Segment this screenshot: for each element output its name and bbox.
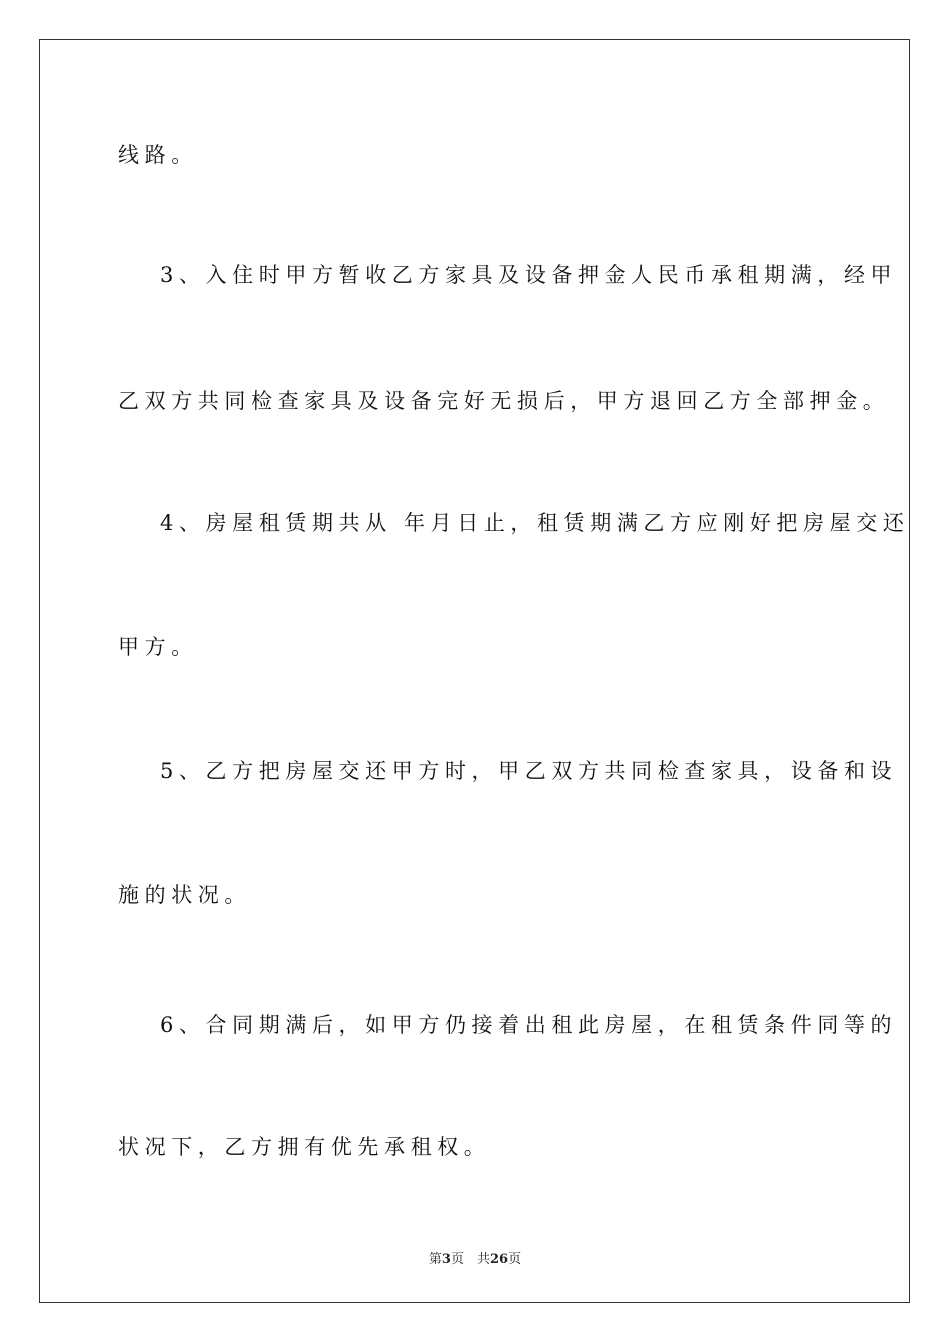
text-line-2: 3、入住时甲方暂收乙方家具及设备押金人民币承租期满，经甲 [160, 263, 898, 287]
footer-middle: 页 共 [450, 1252, 490, 1267]
text-line-9: 状况下，乙方拥有优先承租权。 [118, 1135, 491, 1159]
text-line-3: 乙双方共同检查家具及设备完好无损后，甲方退回乙方全部押金。 [118, 389, 890, 413]
footer-prefix: 第 [428, 1252, 442, 1267]
text-line-7: 施的状况。 [118, 883, 251, 907]
text-line-1: 线路。 [118, 143, 198, 167]
text-line-8: 6、合同期满后，如甲方仍接着出租此房屋，在租赁条件同等的 [160, 1013, 898, 1037]
text-line-5: 甲方。 [118, 635, 198, 659]
page-border [39, 39, 910, 1303]
text-line-4: 4、房屋租赁期共从 年月日止，租赁期满乙方应刚好把房屋交还 [160, 511, 910, 535]
text-line-6: 5、乙方把房屋交还甲方时，甲乙双方共同检查家具，设备和设 [160, 759, 898, 783]
page-number-footer [0, 1248, 950, 1267]
footer-total-pages: 26 [489, 1252, 509, 1267]
footer-suffix: 页 [508, 1252, 522, 1267]
footer-current-page: 3 [441, 1252, 451, 1267]
